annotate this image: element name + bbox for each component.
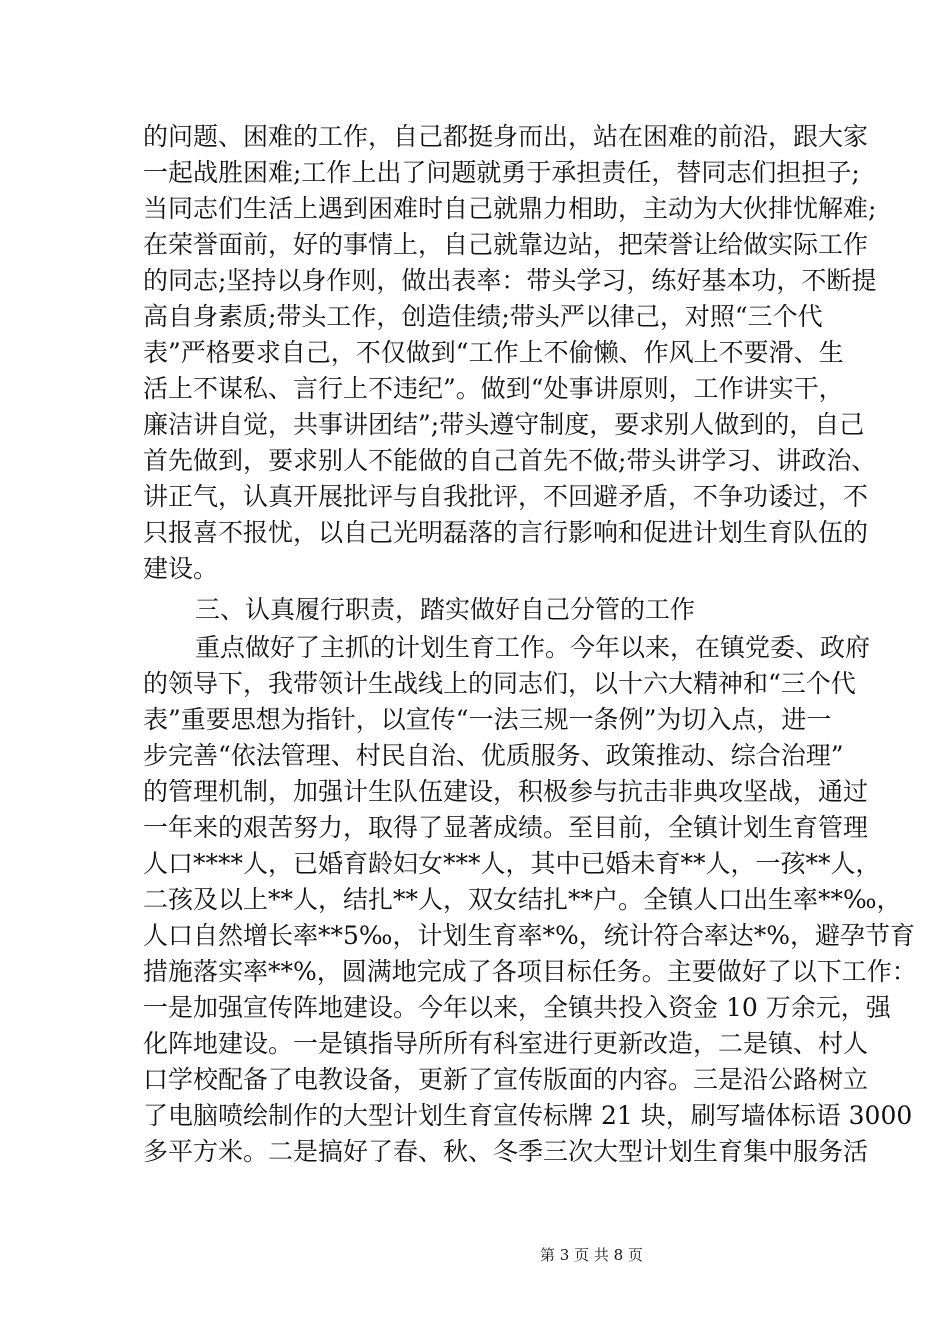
- text-line: 表”重要思想为指针，以宣传“一法三规一条例”为切入点，进一: [143, 705, 832, 734]
- text-line: 首先做到，要求别人不能做的自己首先不做;带头讲学习、讲政治、: [143, 446, 877, 475]
- text-line: 二孩及以上**人，结扎**人，双女结扎**户。全镇人口出生率**‰，: [143, 885, 902, 914]
- text-line: 表”严格要求自己，不仅做到“工作上不偷懒、作风上不要滑、生: [143, 338, 844, 367]
- page-number-footer: 第 3 页 共 8 页: [540, 1246, 643, 1264]
- text-line: 高自身素质;带头工作，创造佳绩;带头严以律己，对照“三个代: [143, 302, 823, 331]
- text-line: 人口自然增长率**5‰，计划生育率*%，统计符合率达*%，避孕节育: [143, 921, 915, 950]
- text-line: 多平方米。二是搞好了春、秋、冬季三次大型计划生育集中服务活: [143, 1137, 869, 1166]
- text-line: 重点做好了主抓的计划生育工作。今年以来，在镇党委、政府: [195, 633, 871, 662]
- text-line: 了电脑喷绘制作的大型计划生育宣传标牌 21 块，刷写墙体标语 3000: [143, 1101, 913, 1130]
- text-line: 步完善“依法管理、村民自治、优质服务、政策推动、综合治理”: [143, 741, 844, 770]
- text-line: 的领导下，我带领计生战线上的同志们，以十六大精神和“三个代: [143, 669, 856, 698]
- text-line: 口学校配备了电教设备，更新了宣传版面的内容。三是沿公路树立: [143, 1065, 869, 1094]
- text-line: 建设。: [143, 554, 219, 583]
- text-line: 化阵地建设。一是镇指导所所有科室进行更新改造，二是镇、村人: [143, 1029, 869, 1058]
- text-line: 活上不谋私、言行上不违纪”。做到“处事讲原则，工作讲实干，: [143, 374, 844, 403]
- text-line: 的管理机制，加强计生队伍建设，积极参与抗击非典攻坚战，通过: [143, 777, 869, 806]
- text-line: 当同志们生活上遇到困难时自己就鼎力相助，主动为大伙排忧解难;: [143, 194, 877, 223]
- text-line: 人口****人，已婚育龄妇女***人，其中已婚未育**人，一孩**人，: [143, 849, 881, 878]
- text-line: 一起战胜困难;工作上出了问题就勇于承担责任，替同志们担担子;: [143, 158, 860, 187]
- section-heading: 三、认真履行职责，踏实做好自己分管的工作: [195, 595, 696, 624]
- text-line: 的问题、困难的工作，自己都挺身而出，站在困难的前沿，跟大家: [143, 122, 869, 151]
- text-line: 一年来的艰苦努力，取得了显著成绩。至目前，全镇计划生育管理: [143, 813, 869, 842]
- text-line: 在荣誉面前，好的事情上，自己就靠边站，把荣誉让给做实际工作: [143, 230, 869, 259]
- text-line: 措施落实率**%，圆满地完成了各项目标任务。主要做好了以下工作：: [143, 957, 917, 986]
- text-line: 一是加强宣传阵地建设。今年以来，全镇共投入资金 10 万余元，强: [143, 993, 891, 1022]
- text-line: 廉洁讲自觉，共事讲团结”;带头遵守制度，要求别人做到的，自己: [143, 410, 865, 439]
- text-line: 讲正气，认真开展批评与自我批评，不回避矛盾，不争功诿过，不: [143, 482, 869, 511]
- text-line: 的同志;坚持以身作则，做出表率：带头学习，练好基本功，不断提: [143, 266, 877, 295]
- text-line: 只报喜不报忧，以自己光明磊落的言行影响和促进计划生育队伍的: [143, 518, 869, 547]
